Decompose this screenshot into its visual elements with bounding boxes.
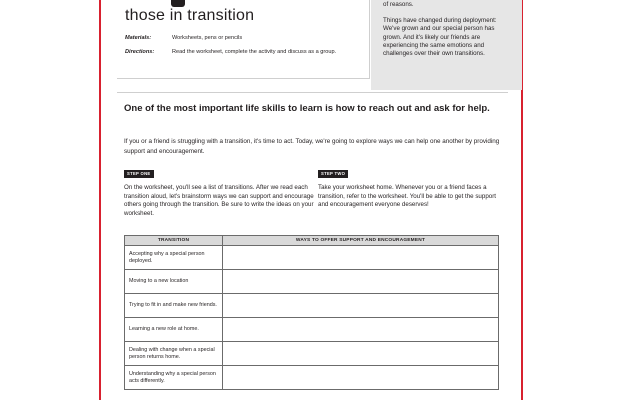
transition-cell: Accepting why a special person deployed. [125,246,223,270]
table-header-row [125,236,499,246]
transition-cell: Understanding why a special person acts differently. [125,366,223,390]
ways-answer-cell[interactable] [223,294,499,318]
materials-value: Worksheets, pens or pencils [172,35,243,41]
step-one-tag: STEP ONE [124,170,154,178]
intro-paragraph: If you or a friend is struggling with a transition, it's time to act. Today, we're going to explore ways we can help one another by providing support and encouragement. [124,138,500,155]
table-row [125,366,499,390]
page-title-subline: those in transition [125,7,255,24]
ways-answer-cell[interactable] [223,366,499,390]
title-letter-fragment [171,0,185,7]
directions-label: Directions: [125,49,155,55]
transition-cell: Trying to fit in and make new friends. [125,294,223,318]
table-row [125,246,499,270]
ways-answer-cell[interactable] [223,342,499,366]
transition-cell: Learning a new role at home. [125,318,223,342]
ways-answer-cell[interactable] [223,270,499,294]
step-two-text: Take your worksheet home. Whenever you or a friend faces a transition, refer to the worksheet. You'll be able to get the support and encouragement everyone deserves! [318,184,496,209]
transition-cell: Moving to a new location [125,270,223,294]
sidebar-paragraph: Things have changed during deployment: We've grown and our special person has grown. And it's likely our friends are experiencing the same emotions and challenges over their own transitions. [383,17,497,58]
section-divider [117,92,508,93]
materials-label: Materials: [125,35,152,41]
directions-value: Read the worksheet, complete the activity and discuss as a group. [172,49,337,55]
table-row [125,318,499,342]
worksheet-table [124,235,499,390]
table-row [125,270,499,294]
table-row [125,294,499,318]
transition-column-header: TRANSITION [125,236,223,246]
table-row [125,342,499,366]
sidebar-fragment: of reasons. [383,1,414,8]
ways-answer-cell[interactable] [223,246,499,270]
ways-column-header: WAYS TO OFFER SUPPORT AND ENCOURAGEMENT [223,236,499,246]
step-one-text: On the worksheet, you'll see a list of transitions. After we read each transition aloud, let's brainstorm ways we can support and encourage others going through the transition. Be sure to write the ideas on your worksheet. [124,184,314,218]
lead-heading: One of the most important life skills to learn is how to reach out and ask for help. [124,103,490,114]
transition-cell: Dealing with change when a special person returns home. [125,342,223,366]
step-two-tag: STEP TWO [318,170,348,178]
ways-answer-cell[interactable] [223,318,499,342]
